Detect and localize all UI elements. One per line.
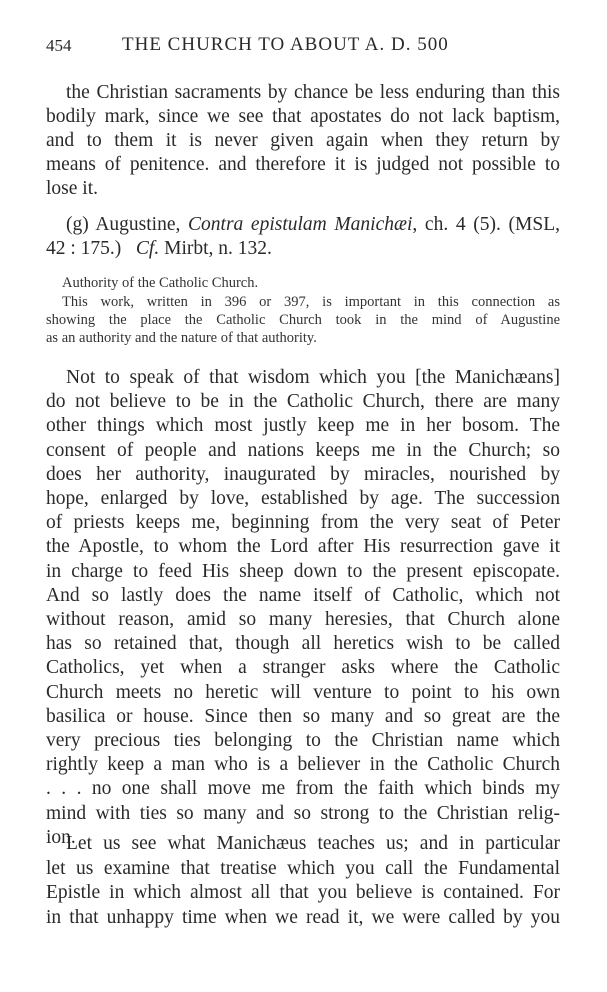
text-line: in that unhappy time when we read it, we were called by you [46, 906, 560, 928]
page-header [46, 34, 560, 58]
citation-work-title: Contra epistulam Manichæi [188, 214, 413, 235]
text-line: and to them it is never given again when they return by [46, 130, 560, 151]
citation-text: 42 : 175.) [46, 238, 136, 259]
note-title: Authority of the Catholic Church. [62, 275, 259, 291]
text-line: the Apostle, to whom the Lord after His resurrection gave it [46, 536, 560, 558]
citation-line-2 [46, 237, 560, 261]
running-title: THE CHURCH TO ABOUT A. D. 500 [122, 34, 449, 55]
text-line: rightly keep a man who is a believer in the Catholic Church [46, 754, 560, 776]
text-line: does her authority, inaugurated by miracles, nourished by [46, 463, 560, 485]
text-line: very precious ties belonging to the Christian name which [46, 730, 560, 751]
citation-line-1 [66, 213, 560, 237]
citation-text: Mirbt, n. 132. [159, 238, 272, 259]
citation-cf: Cf. [135, 238, 160, 259]
text-line: mind with ties so many and so strong to the Christian relig- [46, 802, 560, 824]
note-line: This work, written in 396 or 397, is important in this connection as [62, 294, 560, 310]
text-line: bodily mark, since we see that apostates do not lack baptism, [46, 106, 560, 127]
text-line: has so retained that, though all heretics wish to be called [46, 633, 560, 655]
text-line: means of penitence. and therefore it is judged not possible to [46, 154, 560, 175]
citation-text: (g) Augustine, [66, 214, 189, 235]
text-line: of priests keeps me, beginning from the very seat of Peter [46, 512, 560, 534]
text-line: do not believe to be in the Catholic Church, there are many [46, 391, 560, 413]
citation-text: , ch. 4 (5). (MSL, [412, 214, 560, 235]
note-line: showing the place the Catholic Church took in the mind of Augustine [46, 312, 560, 328]
text-line: the Christian sacraments by chance be less enduring than this [66, 82, 560, 103]
text-line: other things which most justly keep me in her bosom. The [46, 415, 560, 437]
text-line: ion. [46, 826, 76, 848]
text-line: hope, enlarged by love, established by age. The succession [46, 488, 560, 509]
text-line: in charge to feed His sheep down to the present episcopate. [46, 560, 560, 582]
text-line: Church meets no heretic will venture to point to his own [46, 681, 560, 703]
text-line: And so lastly does the name itself of Catholic, which not [46, 584, 560, 606]
text-line: Epistle in which almost all that you believe is contained. For [46, 882, 560, 903]
text-line: Let us see what Manichæus teaches us; and in particular [66, 833, 560, 854]
text-line: Catholics, yet when a stranger asks where the Catholic [46, 657, 560, 679]
note-line: as an authority and the nature of that authority. [46, 330, 317, 346]
text-line: lose it. [46, 178, 98, 199]
text-line: consent of people and nations keeps me in the Church; so [46, 439, 560, 461]
text-line: . . . no one shall move me from the faith which binds my [46, 778, 560, 800]
text-line: Not to speak of that wisdom which you [the Manichæans] [66, 367, 560, 388]
text-line: let us examine that treatise which you call the Fundamental [46, 857, 560, 879]
text-line: without reason, amid so many heresies, that Church alone [46, 609, 560, 630]
page-number: 454 [46, 36, 72, 55]
text-line: basilica or house. Since then so many and so great are the [46, 705, 560, 727]
